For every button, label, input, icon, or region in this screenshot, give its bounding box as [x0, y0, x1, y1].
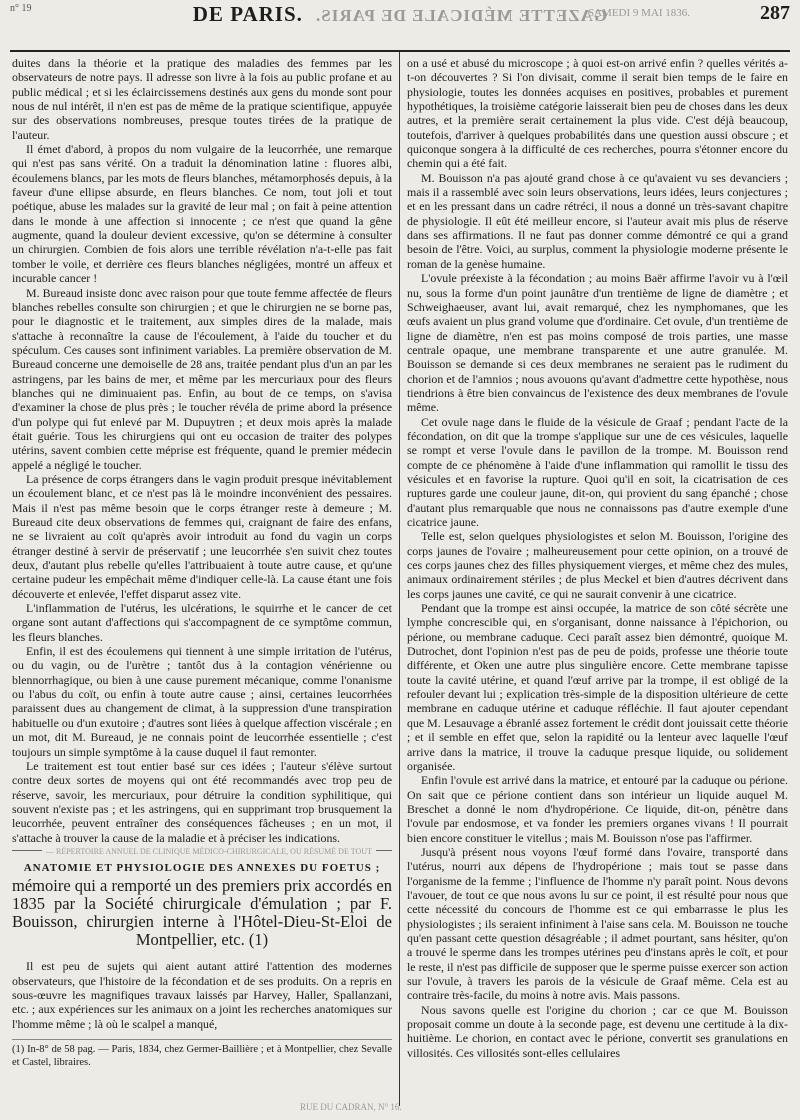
paragraph: Telle est, selon quelques physiologistes et selon M. Bouisson, l'origine des corps jaunes de l'ovaire ; malheureusement pour cette opinion, on a trouvé de ces corps jaunes chez des filles physiquement vierges, et même chez des mules, animaux ordinairement stériles ; de plus Meckel et bien d'autres décrivent dans les corps jaunes une cavité, ce qui ne saurait convenir à une cicatrice.	[407, 529, 788, 601]
paragraph: duites dans la théorie et la pratique des maladies des femmes par les observateurs de notre pays. Il adresse son livre à la fois au public profane et au public médical ; et si les éclaircissemens destinés aux gens du monde sont pour nous de nul intérêt, il n'en est pas de même de la pratique scientifique, appuyée sur des observations nombreuses, presque toutes tirées de la pratique de l'auteur.	[12, 56, 392, 142]
footnote-text: (1) In-8° de 58 pag. — Paris, 1834, chez Germer-Baillière ; et à Montpellier, chez Sevalle et Castel, libraires.	[12, 1043, 392, 1068]
masthead-title: DE PARIS.	[192, 2, 303, 26]
paragraph: Le traitement est tout entier basé sur ces idées ; l'auteur s'élève surtout contre deux sortes de moyens qui ont été recommandés avec trop peu de réserve, savoir, les mercuriaux, pour détruire la condition syphilitique, qui souvent n'existe pas ; et les astringens, qui en supprimant trop brusquement la leucorrhée, peuvent entraîner des conséquences fâcheuses ; en un mot, il s'attache à trouver la cause de la maladie et à préciser les indications.	[12, 758, 392, 845]
article-title: mémoire qui a remporté un des premiers prix accordés en 1835 par la Société chirurgicale d'émulation ; par F. Bouisson, chirurgien interne à l'Hôtel-Dieu-St-Eloi de Montpellier, etc. (1)	[12, 876, 392, 950]
paragraph: Cet ovule nage dans le fluide de la vésicule de Graaf ; pendant l'acte de la fécondation, on dit que la trompe s'applique sur une de ces vésicules, laquelle se rompt et verse l'ovule dans le pavillon de la trompe. M. Bouisson rend compte de ce phénomène à l'aide d'une inflammation qui ramollit le tissu des vésicules et en favorise la rupture. Quoi qu'il en soit, la cicatrisation de ces ruptures garde une couleur jaune, dit-on, qui provient du sang épanché ; chose d'autant plus remarquable que nous ne connaissons pas d'autre exemple d'une cicatrice jaune.	[407, 414, 788, 529]
left-column	[12, 56, 392, 1106]
article-separator	[12, 846, 392, 859]
paragraph: on a usé et abusé du microscope ; à quoi est-on arrivé enfin ? quelles vérités a-t-on découvertes ? Si l'on divisait, comme il serait bien temps de le faire en physiologie, toutes les données acquises en positives, probables et purement hypothétiques, la troisième catégorie laisserait bien peu de choses dans les deux autres, et la première serait certainement la plus vide. C'est déjà beaucoup, toutefois, d'arriver à quelques probabilités dans une question aussi obscure ; et quiconque songera à la difficulté de ces recherches, pourra s'étonner encore du chemin qui a été fait.	[407, 56, 788, 171]
footnote	[12, 1039, 392, 1069]
paragraph: Enfin l'ovule est arrivé dans la matrice, et entouré par la caduque ou périone. On sait que ce périone contient dans son intérieur un liquide auquel M. Breschet a donné le nom d'hydropérione. Ce liquide, dit-on, pénètre dans l'ovule par endosmose, et va fonder les premiers organes vivans ! Il pourrait bien encore constituer le vitellus ; mais M. Bouisson n'ose pas l'affirmer.	[407, 773, 788, 845]
paragraph: Enfin, il est des écoulemens qui tiennent à une simple irritation de l'utérus, ou du vagin, ou de l'urètre ; tantôt dus à la contagion vénérienne ou blennorrhagique, ou bien à une cause purement mécanique, comme l'onanisme ou l'abus du coït, ou enfin à toute autre cause ; ainsi, certaines leucorrhées paraissent dues au changement de climat, à la suppression d'une transpiration habituelle ou d'un exutoire ; d'autres sont liées à quelque affection viscérale ; en un mot, dit M. Bureaud, je ne connais point de leucorrhée essentielle ; c'est toujours un simple symptôme à la cause duquel il faut remonter.	[12, 644, 392, 759]
paragraph: Pendant que la trompe est ainsi occupée, la matrice de son côté sécrète une lymphe concrescible qui, en s'organisant, donne naissance à l'épichorion, ou périone, ou membrane caduque. Ceci paraît assez bien démontré, quoique M. Dutrochet, dont l'opinion n'est pas de peu de poids, professe une théorie toute différente, et Oken une autre plus singulière encore. Cette membrane tapisse toute la cavité utérine, et quand l'œuf arrive par la trompe, il est obligé de la refouler devant lui ; explication très-simple de la disposition ultérieure de cette membrane en caduque utérine et caduque réfléchie. Il faut ajouter cependant que M. Lesauvage a ébranlé assez fortement le crédit dont jouissait cette théorie ; et il semble en effet que, selon la rapidité ou la lenteur avec laquelle l'œuf arrive dans la matrice, il trouve la caduque presque liquide, ou solidement organisée.	[407, 601, 788, 773]
paragraph: Il est peu de sujets qui aient autant attiré l'attention des modernes observateurs, que l'histoire de la fécondation et de ses produits. On a repris en sous-œuvre les magnifiques travaux laissés par Harvey, Haller, Spallanzani, etc. ; aux expériences sur les animaux on a joint les recherches anatomiques sur l'homme même ; là où le scalpel a manqué,	[12, 959, 392, 1031]
right-column	[407, 56, 788, 1106]
page-number: 287	[760, 2, 790, 24]
issue-reference: n° 19	[10, 3, 32, 14]
paragraph: L'ovule préexiste à la fécondation ; au moins Baër affirme l'avoir vu à l'œil nu, sous la forme d'un point jaunâtre d'un trentième de ligne de diamètre ; et Schweighaeuser, avant lui, avait remarqué, chez les nymphomanes, que les œufs avaient un plus grand volume que d'ordinaire. Cet ovule, d'un trentième de ligne de diamètre, n'en est pas moins composé de trois parties, une masse centrale opaque, une membrane transparente et une autre granulée. M. Bouisson se demande si ces deux membranes ne seraient pas le rudiment du chorion et de l'amnios ; nous avouons qu'avant d'admettre cette hypothèse, nous tiendrions à être bien convaincus de l'existence des deux membranes de l'ovule même.	[407, 271, 788, 415]
article-kicker: ANATOMIE ET PHYSIOLOGIE DES ANNEXES DU FOETUS ;	[23, 861, 381, 874]
paragraph: L'inflammation de l'utérus, les ulcérations, le squirrhe et le cancer de cet organe sont autant d'affections qui s'accompagnent de ce symptôme commun, les fleurs blanches.	[12, 601, 392, 644]
paragraph: Nous savons quelle est l'origine du chorion ; car ce que M. Bouisson proposait comme un doute à la seconde page, est devenu une certitude à la dix-huitième. Le chorion, en contact avec le périone, convertit ses granulations en villosités. Ces villosités sont-elles cellulaires	[407, 1002, 788, 1060]
paragraph: Il émet d'abord, à propos du nom vulgaire de la leucorrhée, une remarque qui n'est pas sans vérité. On a traduit la dénomination latine : fluores albi, écoulemens blancs, par les mots de fleurs blanches, métamorphosés depuis, à la faveur d'une ellipse absurde, en fleurs blanches. Ce nom, tout joli et tout poétique, abuse les malades sur la gravité de leur mal ; on fait à peine attention dans le monde à une affection si innocente ; ce n'est que quand la gêne augmente, quand la douleur devient excessive, qu'on se détermine à consulter un chirurgien. Combien de fois alors une terrible révélation n'a-t-elle pas fait tomber le voile, et derrière ces fleurs blanches négligées, montré un affeux et incurable cancer !	[12, 142, 392, 286]
paragraph: M. Bureaud insiste donc avec raison pour que toute femme affectée de fleurs blanches rebelles consulte son chirurgien ; et que le chirurgien ne se borne pas, pour le diagnostic et le traitement, aux simples dires de la malade, mais s'attache à reconnaître la cause de l'écoulement, à l'aide du toucher et du spéculum. Ces causes sont infiniment variables. La première observation de M. Bureaud concerne une demoiselle de 28 ans, traitée pendant plus d'un an par les astringens, par les bains de mer, et même par les mercuriaux pour des fleurs blanches qui ne diminuaient pas. Enfin, au bout de ce temps, on s'avisa d'examiner la chose de plus près ; le toucher révéla de prime abord la présence d'un polype qui fut enlevé par M. Dupuytren ; et deux mois après la malade était guérie. Tous les chirurgiens qui ont eu occasion de traiter des polypes utérins, savent combien cette méprise est fréquente, quand le premier médecin appelé a négligé le toucher.	[12, 285, 392, 472]
paragraph: M. Bouisson n'a pas ajouté grand chose à ce qu'avaient vu ses devanciers ; mais il a rassemblé avec soin leurs observations, leurs idées, leurs conjectures ; et en les pressant dans un cadre rétréci, il nous a donné un très-savant chapitre de physiologie. Il eût été meilleur encore, si l'auteur avait mis plus de réserve dans ses affirmations. Il ne faut pas donner comme démontré ce qui a grand besoin de l'être. Voici, au surplus, comment la physiologie moderne présente le roman de la genèse humaine.	[407, 170, 788, 271]
issue-date: SAMEDI 9 MAI 1836.	[588, 7, 691, 19]
column-divider	[399, 52, 400, 1106]
paragraph: Jusqu'à présent nous voyons l'œuf formé dans l'ovaire, transporté dans l'utérus, nourri aux dépens de l'hydropérione ; mais tout se passe dans l'organisme de la femme ; l'influence de l'homme n'y paraît point. Nous devons l'avouer, de tout ce que nous avons lu sur ce point, il est résulté pour nous que cette nécessité du concours de l'homme est ce qui embarrasse le plus les physiologistes ; ils seraient infiniment à l'aise sans cela. M. Bouisson ne touche qu'en passant cette question désagréable ; il admet pourtant, sans hésiter, qu'on a trouvé le sperme dans les trompes utérines peu d'instans après le coït, et pour le reste, il n'est pas difficile de supposer que le sperme puisse exercer son action sur l'ovule, à travers les parois de la vésicule de Graaf même. Cela est au contraire très-facile, du moins à notre avis. Mais passons.	[407, 844, 788, 1003]
paragraph: La présence de corps étrangers dans le vagin produit presque inévitablement un écoulement blanc, et ce n'est pas là le moindre inconvénient des pessaires. Mais il n'est pas même besoin que le corps étranger reste à demeure ; M. Bureaud cite deux observations de femmes qui, craignant de faire des enfans, ne se livraient au coït qu'après avoir introduit au fond du vagin un corps étranger destiné à servir de préservatif ; une leucorrhée s'en suivit chez toutes deux, d'autant plus rebelle qu'elles l'attribuaient à toute autre cause, et qu'une certaine pudeur les empêchait même d'indiquer celle-là. La cause étant une fois découverte et enlevée, l'effet disparut assez vite.	[12, 471, 392, 601]
header-rule	[10, 50, 790, 52]
separator-text: — RÉPERTOIRE ANNUEL DE CLINIQUE MÉDICO-CHIRURGICALE, OU RÉSUMÉ DE TOUT	[42, 845, 376, 859]
bleed-through-title: GAZETTE MÉDICALE DE PARIS.	[315, 6, 608, 25]
article-heading	[12, 861, 392, 949]
page-header	[0, 0, 800, 52]
bleed-through-stamp: RUE DU CADRAN, N° 16.	[300, 1102, 402, 1112]
